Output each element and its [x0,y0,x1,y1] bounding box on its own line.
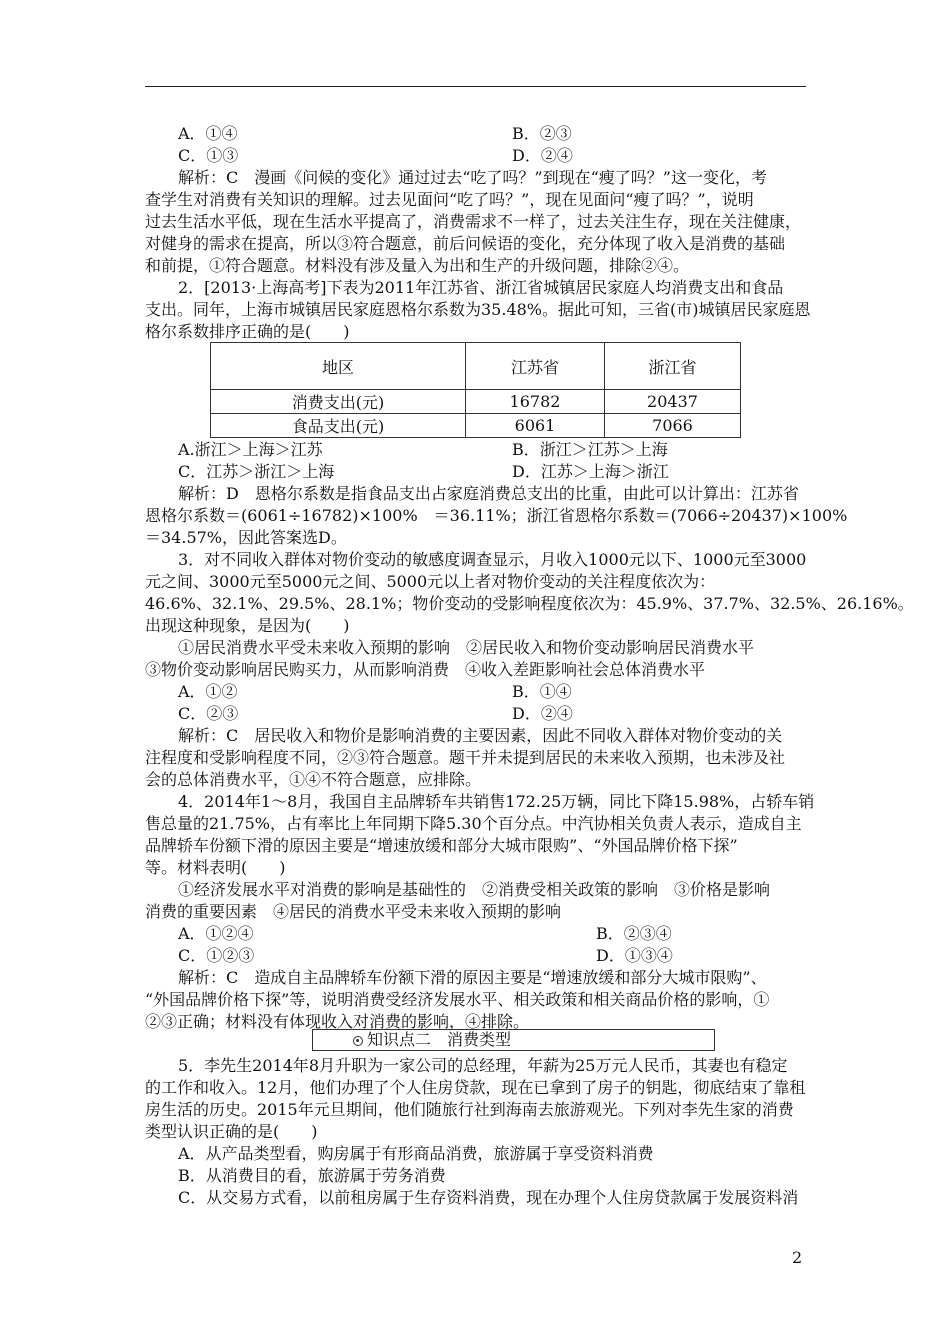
q3-option-c: C．②③ [178,704,239,723]
q1-analysis-line: 过去生活水平低，现在生活水平提高了，消费需求不一样了，过去关注生存，现在关注健康， [145,212,802,231]
q5-stem-line: 5．李先生2014年8月升职为一家公司的总经理，年薪为25万元人民币，其妻也有稳定 [178,1056,788,1075]
q2-option-b: B．浙江＞江苏＞上海 [512,440,668,459]
q3-stem-line: 出现这种现象，是因为( ) [145,616,350,635]
q5-option-a: A．从产品类型看，购房属于有形商品消费，旅游属于享受资料消费 [178,1144,654,1163]
table-header-cell: 地区 [211,343,466,390]
q4-stem-line: 等。材料表明( ) [145,858,286,877]
q3-stem-line: 46.6%、32.1%、29.5%、28.1%；物价变动的受影响程度依次为：45.9%、37.7%、32.5%、26.16%。 [145,594,914,613]
q3-option-d: D．②④ [512,704,573,723]
knowledge-point-title: 知识点二 消费类型 [367,1030,512,1049]
q4-analysis-line: ②③正确；材料没有体现收入对消费的影响，④排除。 [145,1012,530,1031]
q5-stem-line: 的工作和收入。12月，他们办理了个人住房贷款，现在已拿到了房子的钥匙，彻底结束了靠租 [145,1078,806,1097]
q4-stem-line: 售总量的21.75%，占有率比上年同期下降5.30个百分点。中汽协相关负责人表示，造成自主 [145,814,802,833]
q1-analysis-line: 解析：C 漫画《问候的变化》通过过去“吃了吗？”到现在“瘦了吗？”这一变化，考 [178,168,767,187]
q3-analysis-line: 会的总体消费水平，①④不符合题意，应排除。 [145,770,482,789]
knowledge-point-box [312,1029,715,1051]
table-header-row [211,343,741,390]
q2-stem-line: 2．[2013·上海高考]下表为2011年江苏省、浙江省城镇居民家庭人均消费支出和食品 [178,278,784,297]
q2-table [210,342,741,438]
q1-option-c: C．①③ [178,146,239,165]
q2-analysis-line: 恩格尔系数＝(6061÷16782)×100% ＝36.11%；浙江省恩格尔系数＝(7066÷20437)×100% [145,506,848,525]
q4-option-c: C．①②③ [178,946,255,965]
q3-stem-line: 3．对不同收入群体对物价变动的敏感度调查显示，月收入1000元以下、1000元至3000 [178,550,807,569]
q1-analysis-line: 和前提，①符合题意。材料没有涉及量入为出和生产的升级问题，排除②④。 [145,256,690,275]
q4-stem-line: 4．2014年1～8月，我国自主品牌轿车共销售172.25万辆，同比下降15.98%，占轿车销 [178,792,815,811]
bullet-circle-icon [353,1036,363,1046]
table-header-cell: 江苏省 [466,343,605,390]
q4-stem-line: ①经济发展水平对消费的影响是基础性的 ②消费受相关政策的影响 ③价格是影响 [178,880,771,899]
q2-option-c: C．江苏＞浙江＞上海 [178,462,335,481]
q3-analysis-line: 注程度和受影响程度不同，②③符合题意。题干并未提到居民的未来收入预期，也未涉及社 [145,748,786,767]
q4-option-b: B．②③④ [596,924,672,943]
q4-stem-line: 消费的重要因素 ④居民的消费水平受未来收入预期的影响 [145,902,562,921]
q1-option-d: D．②④ [512,146,573,165]
q2-analysis-line: 解析：D 恩格尔系数是指食品支出占家庭消费总支出的比重，由此可以计算出：江苏省 [178,484,799,503]
q2-analysis-line: ＝34.57%，因此答案选D。 [145,528,347,547]
q2-stem-line: 格尔系数排序正确的是( ) [145,322,350,341]
table-cell: 食品支出(元) [211,414,466,438]
table-row [211,414,741,438]
q5-option-c: C．从交易方式看，以前租房属于生存资料消费，现在办理个人住房贷款属于发展资料消 [178,1188,799,1207]
q3-stem-line: ①居民消费水平受未来收入预期的影响 ②居民收入和物价变动影响居民消费水平 [178,638,755,657]
q5-option-b: B．从消费目的看，旅游属于劳务消费 [178,1166,446,1185]
q4-option-a: A．①②④ [178,924,254,943]
table-cell: 消费支出(元) [211,390,466,414]
table-cell: 7066 [605,414,741,438]
q3-option-b: B．①④ [512,682,572,701]
table-header-cell: 浙江省 [605,343,741,390]
q4-analysis-line: “外国品牌价格下探”等，说明消费受经济发展水平、相关政策和相关商品价格的影响，① [145,990,770,1009]
page-number: 2 [792,1248,803,1267]
q2-option-a: A.浙江＞上海＞江苏 [178,440,323,459]
q4-option-d: D．①③④ [596,946,673,965]
q1-option-b: B．②③ [512,124,572,143]
header-rule [145,86,806,87]
q2-option-d: D．江苏＞上海＞浙江 [512,462,669,481]
q4-stem-line: 品牌轿车份额下滑的原因主要是“增速放缓和部分大城市限购”、“外国品牌价格下探” [145,836,738,855]
table-cell: 20437 [605,390,741,414]
table-cell: 16782 [466,390,605,414]
table-row [211,390,741,414]
q1-analysis-line: 查学生对消费有关知识的理解。过去见面问“吃了吗？”，现在见面问“瘦了吗？”，说明 [145,190,754,209]
q1-option-a: A．①④ [178,124,238,143]
table-cell: 6061 [466,414,605,438]
q5-stem-line: 房生活的历史。2015年元旦期间，他们随旅行社到海南去旅游观光。下列对李先生家的消费 [145,1100,794,1119]
q3-stem-line: ③物价变动影响居民购买力，从而影响消费 ④收入差距影响社会总体消费水平 [145,660,706,679]
q3-option-a: A．①② [178,682,238,701]
q5-stem-line: 类型认识正确的是( ) [145,1122,318,1141]
q2-stem-line: 支出。同年，上海市城镇居民家庭恩格尔系数为35.48%。据此可知，三省(市)城镇居民家庭恩 [145,300,811,319]
q1-analysis-line: 对健身的需求在提高，所以③符合题意，前后问候语的变化，充分体现了收入是消费的基础 [145,234,786,253]
q3-stem-line: 元之间、3000元至5000元之间、5000元以上者对物价变动的关注程度依次为： [145,572,716,591]
q4-analysis-line: 解析：C 造成自主品牌轿车份额下滑的原因主要是“增速放缓和部分大城市限购”、 [178,968,767,987]
q3-analysis-line: 解析：C 居民收入和物价是影响消费的主要因素，因此不同收入群体对物价变动的关 [178,726,783,745]
